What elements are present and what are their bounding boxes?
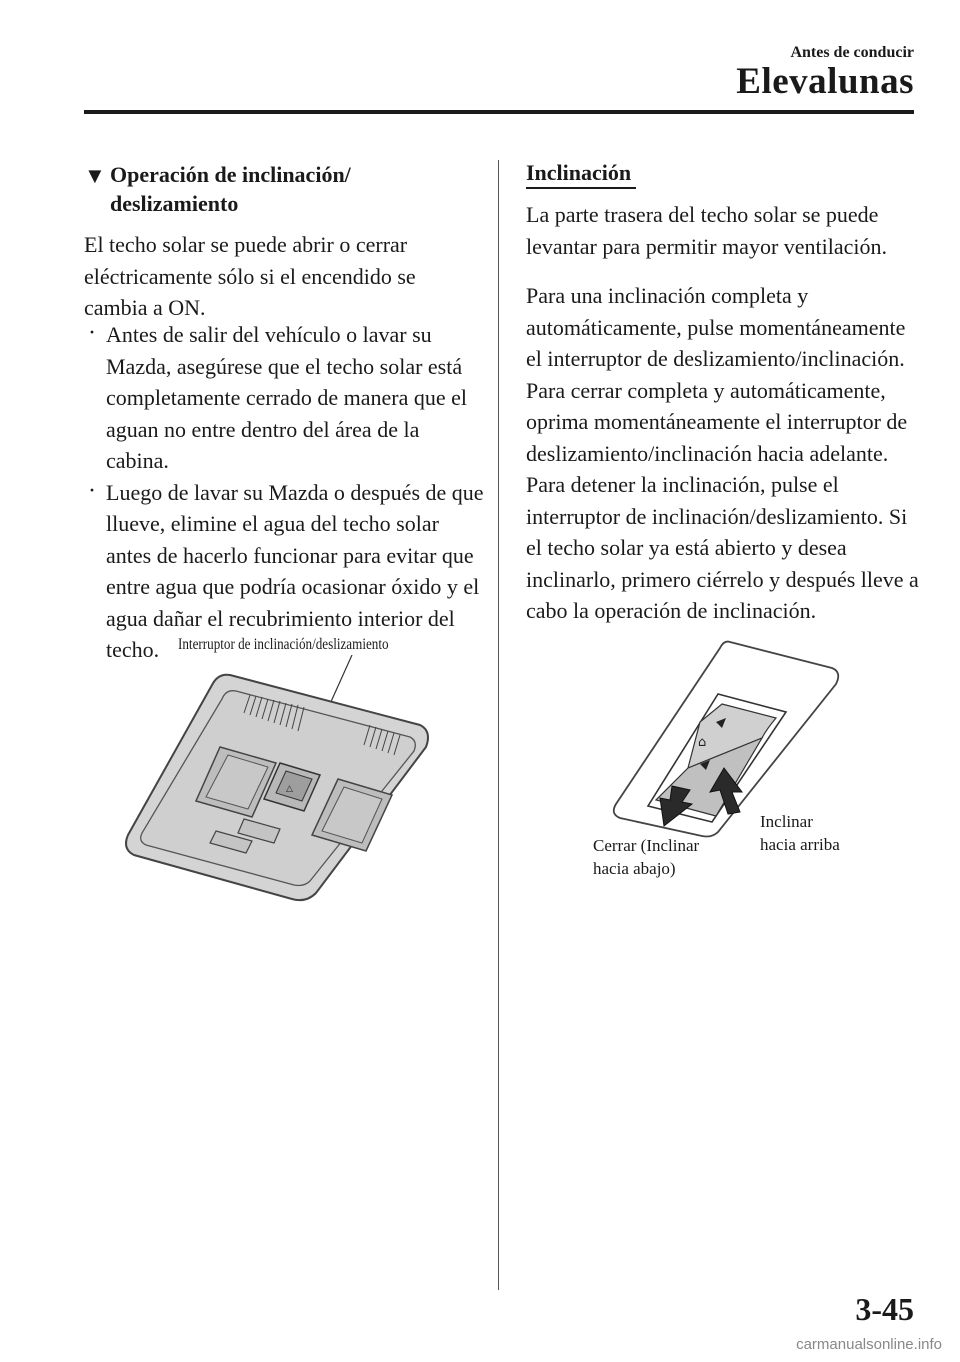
header-rule (84, 110, 914, 114)
subsection-heading-text: Operación de inclinación/ deslizamiento (110, 162, 351, 216)
caution-list (84, 319, 484, 666)
figure-label-tilt-up: Inclinar hacia arriba (760, 812, 840, 854)
inclination-paragraph-1: La parte trasera del techo solar se puede levantar para permitir mayor ventilación. (526, 202, 888, 259)
footer-watermark[interactable]: carmanualsonline.info (796, 1336, 942, 1353)
list-item: · Luego de lavar su Mazda o después de que llueve, elimine el agua del techo solar antes de hacerlo funcionar para evitar que entre agua que podría ocasionar óxido y el agua dañar el recubrimiento interior del techo. (84, 477, 484, 666)
svg-text:⌂: ⌂ (698, 735, 707, 750)
figure-label-switch: Interruptor de inclinación/deslizamiento (178, 636, 389, 653)
triangle-marker-icon: ▼ (84, 163, 106, 188)
figure-label-close: Cerrar (Inclinar hacia abajo) (593, 836, 700, 878)
chapter-title: Antes de conducir (790, 44, 914, 61)
overhead-console-illustration (120, 655, 440, 910)
heading-underline (526, 187, 636, 189)
section-title: Elevalunas (736, 61, 914, 102)
intro-paragraph: El techo solar se puede abrir o cerrar eléctricamente sólo si el encendido se cambia a ON. (84, 232, 416, 320)
page-number: 3-45 (855, 1291, 914, 1327)
inclination-paragraph-2: Para una inclinación completa y automáticamente, pulse momentáneamente el interruptor de deslizamiento/inclinación. Para cerrar completa y automáticamente, oprima momentáneamente el interruptor de deslizamiento/inclinación hacia adelante. Para detener la inclinación, pulse el interruptor de inclinación/deslizamiento. Si el techo solar ya está abierto y desea inclinarlo, primero ciérrelo y después lleve a cabo la operación de inclinación. (526, 283, 919, 623)
list-item: · Antes de salir del vehículo o lavar su Mazda, asegúrese que el techo solar está completamente cerrado de manera que el aguan no entre dentro del área de la cabina. (84, 319, 484, 477)
inclination-heading: Inclinación (526, 160, 632, 185)
svg-text:△: △ (286, 784, 293, 794)
column-divider (498, 160, 499, 1290)
